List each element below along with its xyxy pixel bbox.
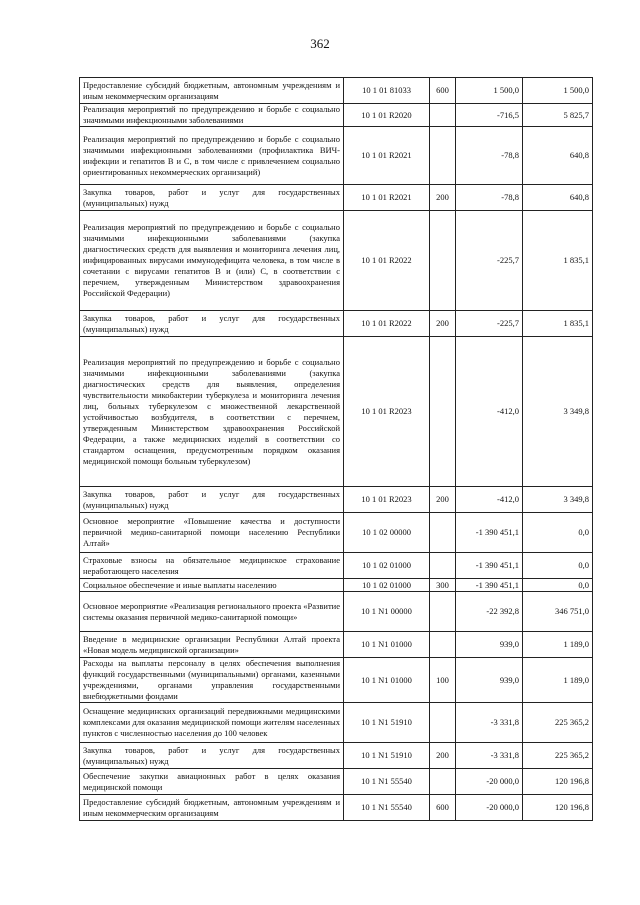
row-target-code: 10 1 N1 00000 bbox=[344, 592, 430, 632]
row-target-code: 10 1 N1 51910 bbox=[344, 743, 430, 769]
row-name: Предоставление субсидий бюджетным, автономным учреждениям и иным некоммерческим организациям bbox=[80, 78, 344, 104]
row-name: Закупка товаров, работ и услуг для государственных (муниципальных) нужд bbox=[80, 185, 344, 211]
row-target-code: 10 1 01 R2023 bbox=[344, 337, 430, 487]
row-target-code: 10 1 01 81033 bbox=[344, 78, 430, 104]
row-name: Основное мероприятие «Реализация регионального проекта «Развитие системы оказания первичной медико-санитарной помощи» bbox=[80, 592, 344, 632]
row-change-amount: 1 500,0 bbox=[456, 78, 523, 104]
row-expense-type: 600 bbox=[430, 78, 456, 104]
row-target-code: 10 1 N1 01000 bbox=[344, 658, 430, 703]
row-expense-type: 200 bbox=[430, 185, 456, 211]
budget-table-body bbox=[80, 78, 593, 821]
row-change-amount: -225,7 bbox=[456, 211, 523, 311]
row-change-amount: -20 000,0 bbox=[456, 769, 523, 795]
row-change-amount: -412,0 bbox=[456, 487, 523, 513]
table-row bbox=[80, 579, 593, 592]
row-name: Расходы на выплаты персоналу в целях обеспечения выполнения функций государственными (муниципальными) органами, казенными учреждениями, органами управления государственными внебюджетными фондами bbox=[80, 658, 344, 703]
row-total-amount: 640,8 bbox=[523, 185, 593, 211]
row-name: Страховые взносы на обязательное медицинское страхование неработающего населения bbox=[80, 553, 344, 579]
table-row bbox=[80, 311, 593, 337]
row-expense-type bbox=[430, 632, 456, 658]
row-target-code: 10 1 02 01000 bbox=[344, 579, 430, 592]
row-change-amount: -78,8 bbox=[456, 127, 523, 185]
row-expense-type bbox=[430, 104, 456, 127]
row-change-amount: 939,0 bbox=[456, 658, 523, 703]
row-name: Реализация мероприятий по предупреждению и борьбе с социально значимыми инфекционными заболеваниями bbox=[80, 104, 344, 127]
row-change-amount: -1 390 451,1 bbox=[456, 553, 523, 579]
row-expense-type: 600 bbox=[430, 795, 456, 821]
row-expense-type bbox=[430, 553, 456, 579]
table-row bbox=[80, 795, 593, 821]
row-change-amount: -22 392,8 bbox=[456, 592, 523, 632]
row-name: Реализация мероприятий по предупреждению и борьбе с социально значимыми инфекционными заболеваниями (закупка диагностических средств для выявления и мониторинга лечения лиц, инфицированных вирусами иммунодефицита человека, в том числе в сочетании с вирусами гепатитов В и (или) С, в соответствии с перечнем, утвержденным Министерством здравоохранения Российской Федерации) bbox=[80, 211, 344, 311]
row-total-amount: 1 189,0 bbox=[523, 658, 593, 703]
row-change-amount: -78,8 bbox=[456, 185, 523, 211]
table-row bbox=[80, 632, 593, 658]
row-expense-type: 200 bbox=[430, 743, 456, 769]
row-name: Социальное обеспечение и иные выплаты населению bbox=[80, 579, 344, 592]
page-number: 362 bbox=[310, 36, 330, 51]
table-row bbox=[80, 487, 593, 513]
table-row bbox=[80, 127, 593, 185]
row-change-amount: -1 390 451,1 bbox=[456, 579, 523, 592]
row-expense-type: 200 bbox=[430, 487, 456, 513]
table-row bbox=[80, 592, 593, 632]
row-change-amount: -412,0 bbox=[456, 337, 523, 487]
row-change-amount: 939,0 bbox=[456, 632, 523, 658]
row-name: Закупка товаров, работ и услуг для государственных (муниципальных) нужд bbox=[80, 487, 344, 513]
row-total-amount: 1 500,0 bbox=[523, 78, 593, 104]
row-total-amount: 225 365,2 bbox=[523, 703, 593, 743]
row-name: Основное мероприятие «Повышение качества и доступности первичной медико-санитарной помощи населению Республики Алтай» bbox=[80, 513, 344, 553]
row-name: Закупка товаров, работ и услуг для государственных (муниципальных) нужд bbox=[80, 311, 344, 337]
row-name: Закупка товаров, работ и услуг для государственных (муниципальных) нужд bbox=[80, 743, 344, 769]
row-total-amount: 120 196,8 bbox=[523, 769, 593, 795]
table-row bbox=[80, 658, 593, 703]
row-target-code: 10 1 01 R2021 bbox=[344, 185, 430, 211]
table-row bbox=[80, 743, 593, 769]
row-expense-type bbox=[430, 703, 456, 743]
row-total-amount: 1 835,1 bbox=[523, 311, 593, 337]
row-target-code: 10 1 N1 51910 bbox=[344, 703, 430, 743]
row-total-amount: 1 189,0 bbox=[523, 632, 593, 658]
row-name: Предоставление субсидий бюджетным, автономным учреждениям и иным некоммерческим организациям bbox=[80, 795, 344, 821]
row-target-code: 10 1 N1 55540 bbox=[344, 769, 430, 795]
table-row bbox=[80, 769, 593, 795]
row-target-code: 10 1 02 00000 bbox=[344, 513, 430, 553]
row-total-amount: 346 751,0 bbox=[523, 592, 593, 632]
row-total-amount: 1 835,1 bbox=[523, 211, 593, 311]
row-expense-type bbox=[430, 211, 456, 311]
row-expense-type bbox=[430, 769, 456, 795]
row-change-amount: -225,7 bbox=[456, 311, 523, 337]
row-total-amount: 3 349,8 bbox=[523, 487, 593, 513]
row-expense-type bbox=[430, 337, 456, 487]
row-expense-type bbox=[430, 592, 456, 632]
row-change-amount: -3 331,8 bbox=[456, 703, 523, 743]
table-row bbox=[80, 78, 593, 104]
row-target-code: 10 1 N1 55540 bbox=[344, 795, 430, 821]
row-name: Обеспечение закупки авиационных работ в целях оказания медицинской помощи bbox=[80, 769, 344, 795]
row-change-amount: -1 390 451,1 bbox=[456, 513, 523, 553]
row-total-amount: 3 349,8 bbox=[523, 337, 593, 487]
table-row bbox=[80, 703, 593, 743]
row-name: Оснащение медицинских организаций передвижными медицинскими комплексами для оказания медицинской помощи жителям населенных пунктов с численностью населения до 100 человек bbox=[80, 703, 344, 743]
row-target-code: 10 1 01 R2021 bbox=[344, 127, 430, 185]
row-total-amount: 0,0 bbox=[523, 513, 593, 553]
table-row bbox=[80, 553, 593, 579]
row-expense-type bbox=[430, 127, 456, 185]
row-target-code: 10 1 02 01000 bbox=[344, 553, 430, 579]
table-row bbox=[80, 211, 593, 311]
row-name: Реализация мероприятий по предупреждению и борьбе с социально значимыми инфекционными заболеваниями (закупка диагностических средств для выявления, определения чувствительности микобактерии туберкулеза и мониторинга лечения лиц, больных туберкулезом с множественной лекарственной устойчивостью возбудителя, в соответствии с перечнем, утвержденным Министерством здравоохранения Российской Федерации, а также медицинских изделий в соответствии со стандартом оснащения, предусмотренным порядком оказания медицинской помощи больным туберкулезом) bbox=[80, 337, 344, 487]
row-target-code: 10 1 01 R2023 bbox=[344, 487, 430, 513]
row-change-amount: -3 331,8 bbox=[456, 743, 523, 769]
row-total-amount: 0,0 bbox=[523, 579, 593, 592]
row-total-amount: 120 196,8 bbox=[523, 795, 593, 821]
row-target-code: 10 1 01 R2022 bbox=[344, 211, 430, 311]
table-row bbox=[80, 104, 593, 127]
row-expense-type bbox=[430, 513, 456, 553]
row-total-amount: 0,0 bbox=[523, 553, 593, 579]
row-target-code: 10 1 N1 01000 bbox=[344, 632, 430, 658]
row-expense-type: 200 bbox=[430, 311, 456, 337]
row-change-amount: -20 000,0 bbox=[456, 795, 523, 821]
table-row bbox=[80, 513, 593, 553]
row-expense-type: 300 bbox=[430, 579, 456, 592]
table-row bbox=[80, 337, 593, 487]
row-name: Реализация мероприятий по предупреждению и борьбе с социально значимыми инфекционными заболеваниями (профилактика ВИЧ-инфекции и гепатитов В и С, в том числе с привлечением социально ориентированных некоммерческих организаций) bbox=[80, 127, 344, 185]
row-change-amount: -716,5 bbox=[456, 104, 523, 127]
row-target-code: 10 1 01 R2022 bbox=[344, 311, 430, 337]
row-expense-type: 100 bbox=[430, 658, 456, 703]
table-row bbox=[80, 185, 593, 211]
row-total-amount: 225 365,2 bbox=[523, 743, 593, 769]
row-name: Введение в медицинские организации Республики Алтай проекта «Новая модель медицинской организации» bbox=[80, 632, 344, 658]
row-target-code: 10 1 01 R2020 bbox=[344, 104, 430, 127]
budget-table bbox=[79, 77, 593, 821]
row-total-amount: 640,8 bbox=[523, 127, 593, 185]
row-total-amount: 5 825,7 bbox=[523, 104, 593, 127]
